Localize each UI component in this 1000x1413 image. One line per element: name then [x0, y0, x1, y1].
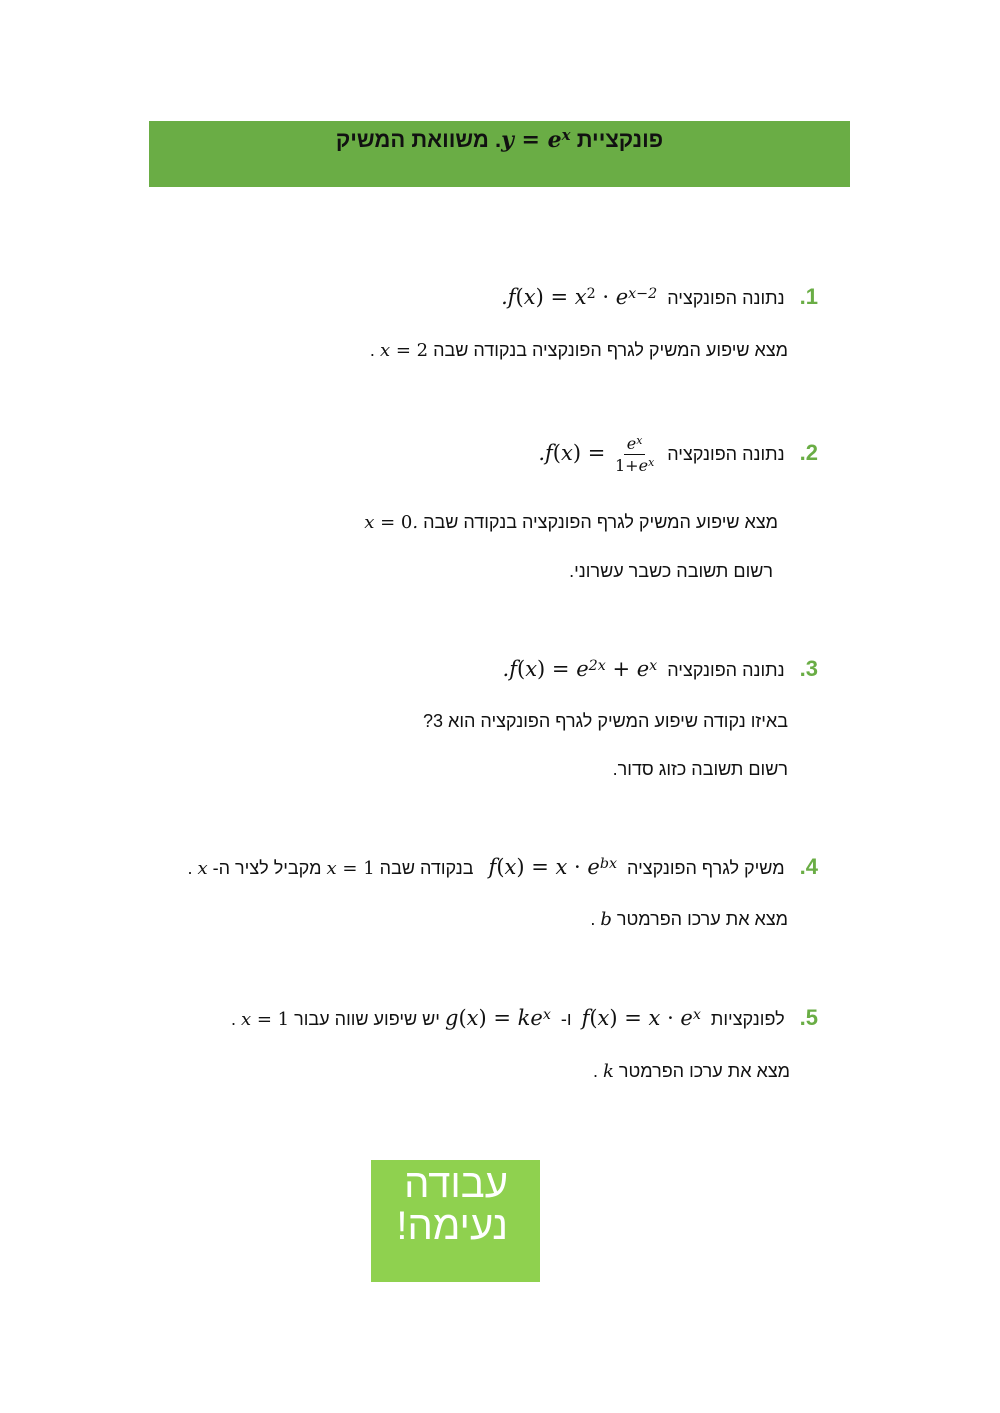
question-5-formula-f: $f(x) = x \cdot e^x$	[581, 1006, 701, 1030]
question-2-task: מצא שיפוע המשיק לגרף הפונקציה בנקודה שבה x = 0.	[364, 512, 778, 533]
question-3-number: 3.	[799, 656, 818, 681]
good-luck-badge	[371, 1160, 540, 1282]
question-4-given: 4. משיק לגרף הפונקציה $f(x) = x \cdot e^{bx}$ בנקודה שבה x = 1 מקביל לציר ה- x .	[187, 854, 818, 879]
question-3-given: 3. נתונה הפונקציה $.f(x) = e^{2x} + e^x$	[502, 656, 818, 681]
page-title	[336, 127, 663, 153]
title-formula: $y = e^x$	[501, 126, 571, 153]
badge-line-2: נעימה!	[396, 1204, 508, 1248]
question-5-formula-g: $g(x) = ke^x$	[444, 1006, 551, 1030]
question-5-param: k	[602, 1061, 614, 1082]
question-2-given: 2. נתונה הפונקציה .f(x) = $\frac{e^x}{1+e^x}$	[538, 434, 818, 476]
question-4-point: x = 1	[326, 858, 375, 879]
question-4-param: b	[600, 909, 612, 930]
question-1-given: 1. נתונה הפונקציה $.f(x) = x^2 \cdot e^{x-2}$	[501, 284, 818, 309]
question-3-formula: $.f(x) = e^{2x} + e^x$	[502, 657, 658, 681]
title-banner	[149, 121, 850, 187]
badge-line-1: עבודה	[404, 1162, 508, 1206]
question-5-point: x = 1	[240, 1009, 290, 1030]
question-2-number: 2.	[799, 440, 818, 466]
question-1-task: מצא שיפוע המשיק לגרף הפונקציה בנקודה שבה x = 2 .	[369, 340, 788, 361]
question-1-formula: $.f(x) = x^2 \cdot e^{x-2}$	[501, 285, 658, 309]
title-suffix: . משוואת המשיק	[335, 127, 502, 152]
question-4-number: 4.	[799, 854, 818, 879]
question-5-number: 5.	[799, 1005, 818, 1030]
question-4-task: מצא את ערכו הפרמטר b .	[590, 909, 788, 930]
question-4-formula: $f(x) = x \cdot e^{bx}$	[488, 855, 618, 879]
question-4-axis: x	[197, 858, 208, 879]
question-2-fraction: $\frac{e^x}{1+e^x}$	[615, 434, 655, 476]
title-prefix: פונקציית	[576, 127, 664, 152]
question-3-task: באיזו נקודה שיפוע המשיק לגרף הפונקציה הוא 3?	[422, 711, 788, 731]
question-5-task: מצא את ערכו הפרמטר k .	[592, 1061, 790, 1082]
question-2-point: x = 0.	[364, 512, 419, 533]
question-1-number: 1.	[799, 284, 818, 309]
question-2-formula: .f(x) = $\frac{e^x}{1+e^x}$	[538, 441, 657, 465]
question-2-note: רשום תשובה כשבר עשרוני.	[569, 561, 773, 581]
question-3-note: רשום תשובה כזוג סדור.	[612, 759, 788, 779]
question-5-given: 5. לפונקציות $f(x) = x \cdot e^x$ ו- $g(x) = ke^x$ יש שיפוע שווה עבור x = 1 .	[230, 1005, 818, 1030]
question-1-point: x = 2	[379, 340, 429, 361]
